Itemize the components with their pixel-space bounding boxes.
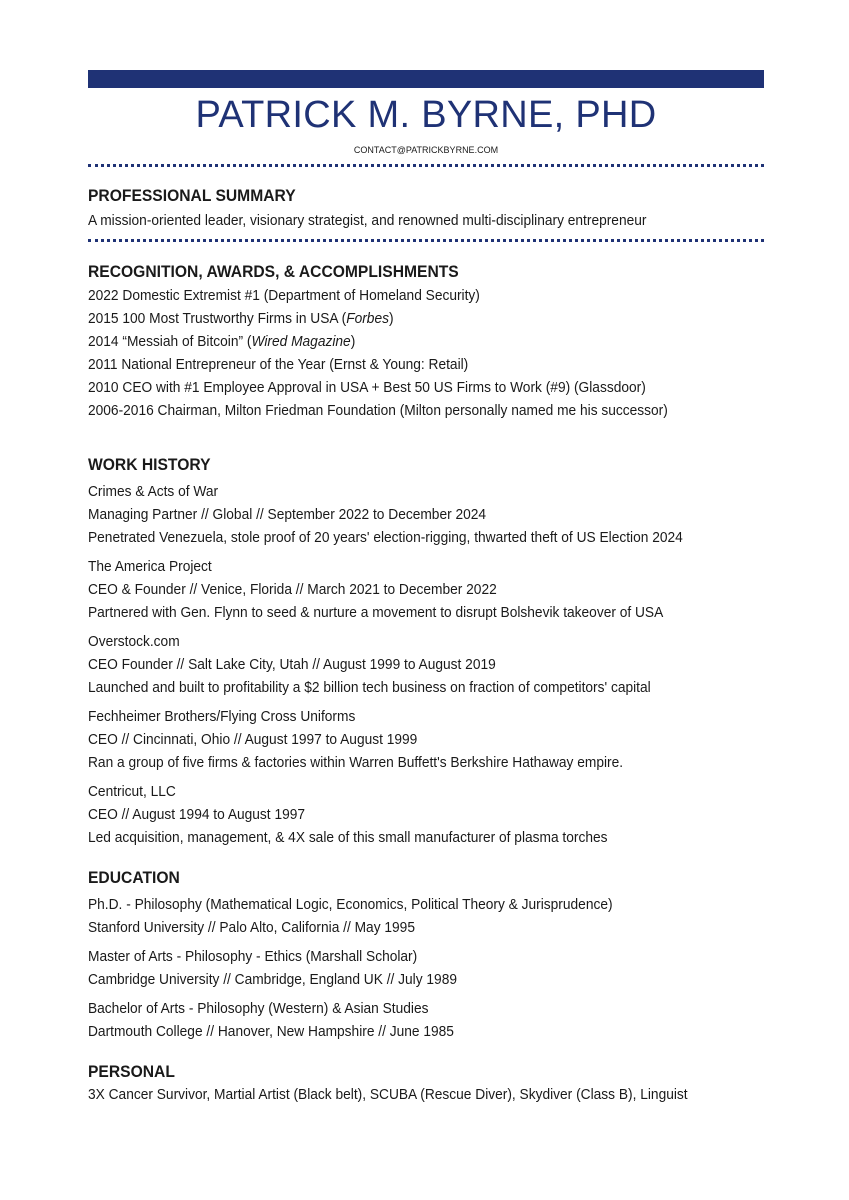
work-company: Overstock.com [88, 633, 180, 650]
work-role: Managing Partner // Global // September 2022 to December 2024 [88, 506, 487, 523]
personal-heading: PERSONAL [88, 1062, 175, 1081]
work-entry [88, 480, 764, 549]
award-text: ) [350, 333, 356, 350]
award-text: ) [388, 310, 394, 327]
work-entry [88, 705, 764, 774]
education-school: Cambridge University // Cambridge, England UK // July 1989 [88, 971, 457, 988]
award-item: 2011 National Entrepreneur of the Year (Ernst & Young: Retail) [88, 356, 469, 373]
education-school: Stanford University // Palo Alto, California // May 1995 [88, 919, 415, 936]
work-company: Centricut, LLC [88, 783, 176, 800]
education-degree: Master of Arts - Philosophy - Ethics (Marshall Scholar) [88, 948, 418, 965]
work-company: Fechheimer Brothers/Flying Cross Uniforms [88, 708, 356, 725]
dotted-divider [88, 164, 764, 167]
award-text: 2015 100 Most Trustworthy Firms in USA ( [88, 310, 347, 327]
award-text: 2014 “Messiah of Bitcoin” ( [88, 333, 252, 350]
work-description: Launched and built to profitability a $2 billion tech business on fraction of competitors' capital [88, 679, 651, 696]
education-entry [88, 997, 764, 1043]
award-item: 2022 Domestic Extremist #1 (Department of Homeland Security) [88, 287, 480, 304]
award-item: 2006-2016 Chairman, Milton Friedman Foundation (Milton personally named me his successor) [88, 402, 668, 419]
education-heading: EDUCATION [88, 868, 180, 887]
education-school: Dartmouth College // Hanover, New Hampshire // June 1985 [88, 1023, 454, 1040]
contact-email: CONTACT@PATRICKBYRNE.COM [353, 145, 499, 155]
award-source: Wired Magazine [251, 333, 351, 350]
work-entry [88, 630, 764, 699]
work-company: The America Project [88, 558, 212, 575]
resume-page [88, 70, 764, 1106]
dotted-divider [88, 239, 764, 242]
education-degree: Ph.D. - Philosophy (Mathematical Logic, Economics, Political Theory & Jurisprudence) [88, 896, 613, 913]
award-item: 2010 CEO with #1 Employee Approval in USA + Best 50 US Firms to Work (#9) (Glassdoor) [88, 379, 646, 396]
resume-name: PATRICK M. BYRNE, PHD [195, 94, 657, 136]
award-item [88, 307, 700, 330]
summary-text: A mission-oriented leader, visionary strategist, and renowned multi-disciplinary entrepreneur [88, 212, 647, 229]
header-accent-bar [88, 70, 764, 88]
award-item [88, 330, 700, 353]
work-description: Penetrated Venezuela, stole proof of 20 years' election-rigging, thwarted theft of US Election 2024 [88, 529, 683, 546]
education-degree: Bachelor of Arts - Philosophy (Western) & Asian Studies [88, 1000, 429, 1017]
personal-text: 3X Cancer Survivor, Martial Artist (Black belt), SCUBA (Rescue Diver), Skydiver (Class B), Linguist [88, 1086, 688, 1103]
summary-heading: PROFESSIONAL SUMMARY [88, 186, 296, 205]
award-source: Forbes [346, 310, 389, 327]
education-entry [88, 893, 764, 939]
awards-heading: RECOGNITION, AWARDS, & ACCOMPLISHMENTS [88, 262, 459, 281]
work-heading: WORK HISTORY [88, 455, 211, 474]
work-description: Partnered with Gen. Flynn to seed & nurture a movement to disrupt Bolshevik takeover of USA [88, 604, 664, 621]
work-role: CEO Founder // Salt Lake City, Utah // August 1999 to August 2019 [88, 656, 496, 673]
work-company: Crimes & Acts of War [88, 483, 219, 500]
work-role: CEO // Cincinnati, Ohio // August 1997 to August 1999 [88, 731, 418, 748]
work-role: CEO // August 1994 to August 1997 [88, 806, 306, 823]
work-role: CEO & Founder // Venice, Florida // March 2021 to December 2022 [88, 581, 497, 598]
work-entry [88, 780, 764, 849]
awards-list [88, 284, 764, 422]
work-entry [88, 555, 764, 624]
education-entry [88, 945, 764, 991]
work-description: Led acquisition, management, & 4X sale of this small manufacturer of plasma torches [88, 829, 608, 846]
work-description: Ran a group of five firms & factories within Warren Buffett's Berkshire Hathaway empire. [88, 754, 624, 771]
